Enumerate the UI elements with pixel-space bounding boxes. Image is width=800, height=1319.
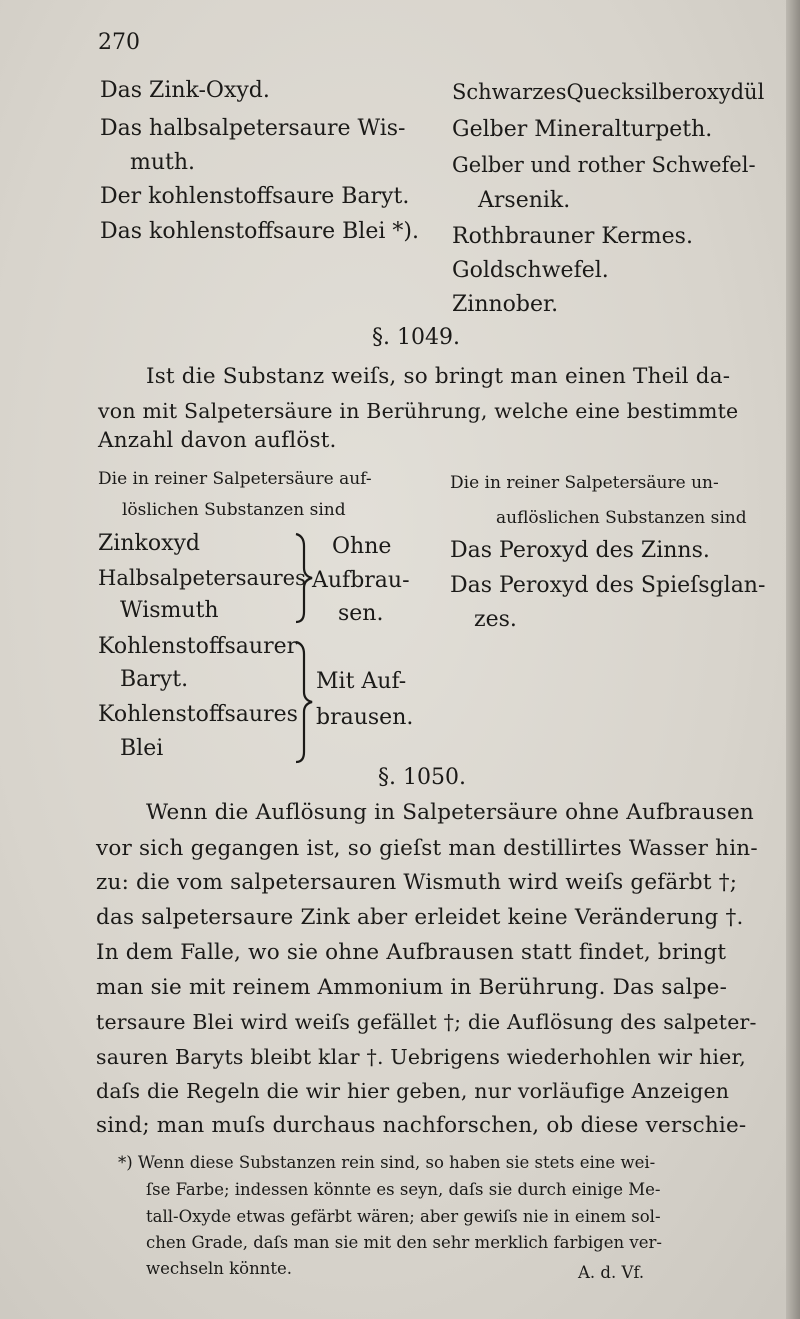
footnote-signature: A. d. Vf. bbox=[578, 1263, 645, 1282]
list-item: Das Zink-Oxyd. bbox=[100, 78, 270, 103]
section-heading-1049: §. 1049. bbox=[372, 325, 460, 350]
section-heading-1050: §. 1050. bbox=[378, 765, 466, 790]
list-item: Der kohlenstoffsaure Baryt. bbox=[100, 184, 410, 209]
footnote-line: ſse Farbe; indessen könnte es seyn, daſs sie durch einige Me- bbox=[146, 1180, 661, 1199]
list-item: Gelber und rother Schwefel- bbox=[452, 153, 756, 177]
footnote-line: tall-Oxyde etwas gefärbt wären; aber gewiſs nie in einem sol- bbox=[146, 1207, 661, 1226]
table-item: Das Peroxyd des Spieſsglan- bbox=[450, 573, 766, 598]
page-number: 270 bbox=[98, 30, 140, 55]
group-label: Mit Auf- bbox=[316, 669, 407, 694]
footnote-line: *) Wenn diese Substanzen rein sind, so haben sie stets eine wei- bbox=[118, 1153, 656, 1172]
list-item: Das halbsalpetersaure Wis- bbox=[100, 116, 406, 141]
text-line: man sie mit reinem Ammonium in Berührung. Das salpe- bbox=[96, 975, 728, 1000]
text-line: das salpetersaure Zink aber erleidet keine Veränderung †. bbox=[96, 905, 744, 930]
table-item: Kohlenstoffsaurer bbox=[98, 634, 298, 659]
text-line: sind; man muſs durchaus nachforschen, ob diese verschie- bbox=[96, 1113, 747, 1138]
table-item: Wismuth bbox=[120, 598, 219, 623]
list-item: muth. bbox=[130, 150, 196, 175]
text-line: daſs die Regeln die wir hier geben, nur vorläufige Anzeigen bbox=[96, 1079, 730, 1103]
group-label: sen. bbox=[338, 601, 384, 626]
text-line: sauren Baryts bleibt klar †. Uebrigens wiederhohlen wir hier, bbox=[96, 1045, 746, 1069]
page-edge bbox=[786, 0, 800, 1319]
text-line: In dem Falle, wo sie ohne Aufbrausen statt findet, bringt bbox=[96, 940, 727, 965]
footnote-line: chen Grade, daſs man sie mit den sehr merklich farbigen ver- bbox=[146, 1233, 662, 1252]
list-item: Das kohlenstoffsaure Blei *). bbox=[100, 219, 419, 244]
header-line: auflöslichen Substanzen sind bbox=[496, 508, 747, 528]
curly-brace-icon bbox=[290, 640, 316, 764]
table-item: Zinkoxyd bbox=[98, 531, 200, 556]
header-line: Die in reiner Salpetersäure auf- bbox=[98, 469, 372, 489]
header-line: löslichen Substanzen sind bbox=[122, 500, 346, 520]
list-item: Gelber Mineralturpeth. bbox=[452, 117, 713, 142]
table-item: Das Peroxyd des Zinns. bbox=[450, 538, 710, 563]
table-item: Kohlenstoffsaures bbox=[98, 702, 298, 727]
text-line: von mit Salpetersäure in Berührung, welche eine bestimmte bbox=[98, 399, 739, 423]
list-item: Zinnober. bbox=[452, 292, 559, 317]
list-item: Rothbrauner Kermes. bbox=[452, 224, 693, 249]
table-item: zes. bbox=[474, 607, 517, 632]
text-line: Anzahl davon auflöst. bbox=[98, 428, 337, 453]
text-line: tersaure Blei wird weiſs gefället †; die Auflösung des salpeter- bbox=[96, 1010, 757, 1034]
text-line: vor sich gegangen ist, so gieſst man destillirtes Wasser hin- bbox=[96, 836, 758, 861]
group-label: Ohne bbox=[332, 534, 392, 559]
group-label: Aufbrau- bbox=[312, 568, 410, 593]
header-line: Die in reiner Salpetersäure un- bbox=[450, 473, 719, 493]
text-line: Ist die Substanz weiſs, so bringt man einen Theil da- bbox=[146, 364, 731, 389]
text-line: Wenn die Auflösung in Salpetersäure ohne Aufbrausen bbox=[146, 800, 754, 825]
table-item: Halbsalpetersaures bbox=[98, 566, 306, 590]
table-item: Baryt. bbox=[120, 667, 189, 692]
text-line: zu: die vom salpetersauren Wismuth wird weiſs gefärbt †; bbox=[96, 870, 738, 895]
table-item: Blei bbox=[120, 736, 164, 761]
list-item: Arsenik. bbox=[478, 188, 571, 213]
list-item: SchwarzesQuecksilberoxydül bbox=[452, 80, 765, 104]
footnote-line: wechseln könnte. bbox=[146, 1259, 292, 1278]
list-item: Goldschwefel. bbox=[452, 258, 609, 283]
group-label: brausen. bbox=[316, 705, 414, 730]
